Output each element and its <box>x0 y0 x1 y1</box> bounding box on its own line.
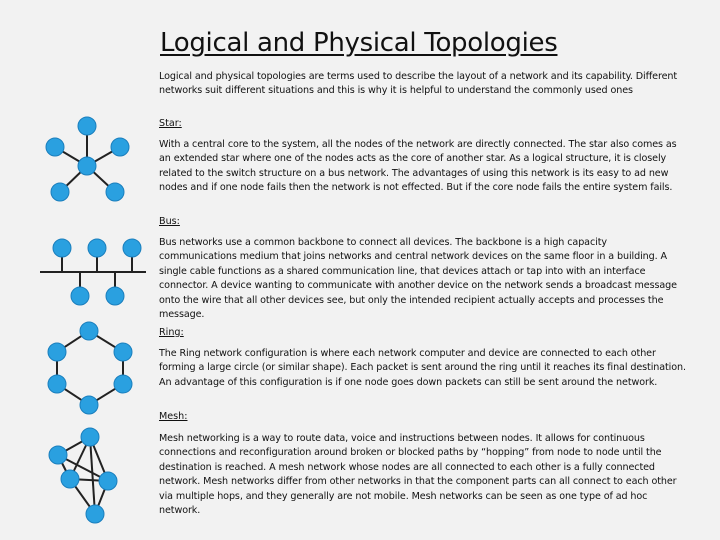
mesh-node <box>81 428 99 446</box>
star-node <box>51 183 69 201</box>
ring-node <box>48 375 66 393</box>
star-text: With a central core to the system, all the nodes of the network are directly connected. The star also comes as an extended star where one of the nodes acts as the core of another star. As a logical structure, it is closely related to the switch structure on a bus network. The advantages of using this network is its easy to ad new nodes and if one node fails then the network is not effected. But if the core node fails the entire system fails. <box>159 139 677 194</box>
star-node <box>111 138 129 156</box>
ring-topology-icon <box>48 322 132 414</box>
ring-node <box>48 343 66 361</box>
mesh-node <box>61 470 79 488</box>
bus-node <box>71 287 89 305</box>
mesh-node <box>49 446 67 464</box>
ring-node <box>80 396 98 414</box>
mesh-node <box>86 505 104 523</box>
ring-node <box>114 375 132 393</box>
bus-node <box>53 239 71 257</box>
topology-diagrams <box>0 0 160 540</box>
mesh-node <box>99 472 117 490</box>
bus-topology-icon <box>40 239 146 305</box>
mesh-heading: Mesh: <box>159 411 188 422</box>
bus-node <box>123 239 141 257</box>
bus-node <box>88 239 106 257</box>
bus-text: Bus networks use a common backbone to connect all devices. The backbone is a high capacity communications medium that joins networks and central network devices on the same floor in a building. A single cable functions as a shared communication line, that devices attach or tap into with an interface connector. A device wanting to communicate with another device on the network sends a broadcast message onto the wire that all other devices see, but only the intended recipient actually accepts and processes the message. <box>159 237 677 321</box>
star-node <box>46 138 64 156</box>
ring-node <box>80 322 98 340</box>
mesh-topology-icon <box>49 428 117 523</box>
bus-node <box>106 287 124 305</box>
star-topology-icon <box>46 117 129 201</box>
star-node <box>106 183 124 201</box>
star-node <box>78 117 96 135</box>
mesh-text: Mesh networking is a way to route data, voice and instructions between nodes. It allows for continuous connections and reconfiguration around broken or blocked paths by “hopping” from node to node until the destination is reached. A mesh network whose nodes are all connected to each other is a fully connected network. Mesh networks differ from other networks in that the component parts can all connect to each other via multiple hops, and they generally are not mobile. Mesh networks can be seen as one type of ad hoc network. <box>159 433 677 517</box>
ring-text: The Ring network configuration is where each network computer and device are connected to each other forming a large circle (or similar shape). Each packet is sent around the ring until it reaches its final destination. An advantage of this configuration is if one node goes down packets can still be sent around the network. <box>159 348 686 388</box>
star-heading: Star: <box>159 118 182 129</box>
star-core-node <box>78 157 96 175</box>
bus-heading: Bus: <box>159 216 180 227</box>
ring-heading: Ring: <box>159 327 184 338</box>
page-title: Logical and Physical Topologies <box>160 28 558 58</box>
ring-node <box>114 343 132 361</box>
intro-text: Logical and physical topologies are terms used to describe the layout of a network and its capability. Different networks suit different situations and this is why it is helpful to understand the commonly used ones <box>159 71 678 97</box>
